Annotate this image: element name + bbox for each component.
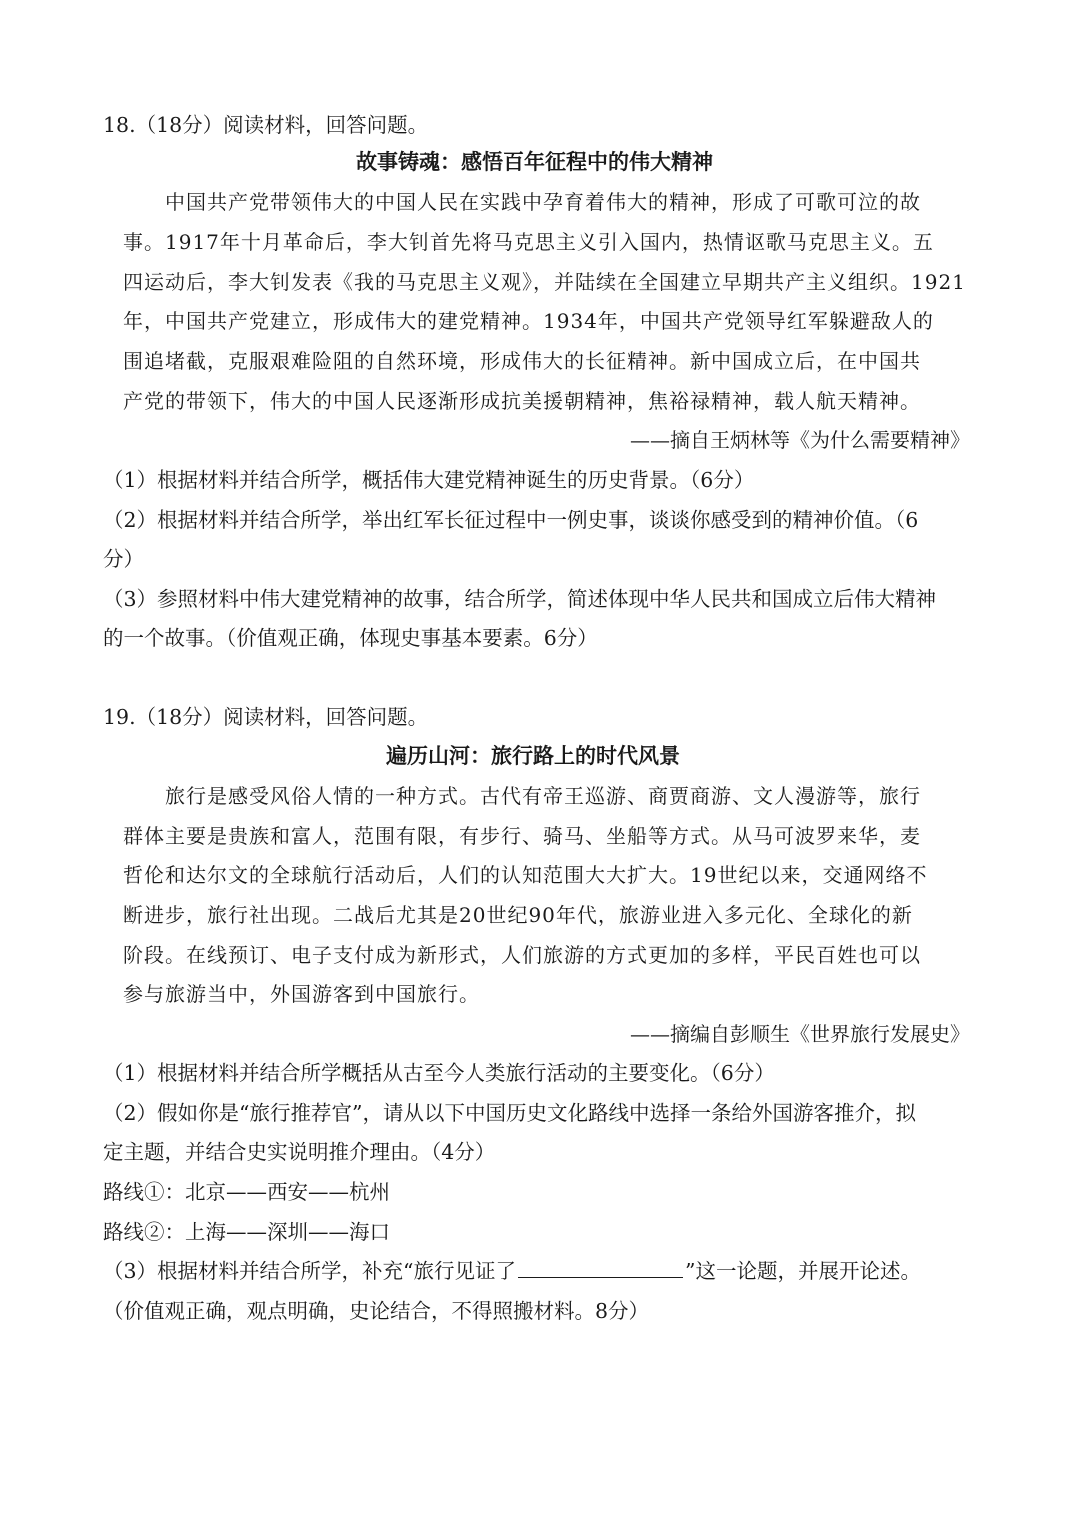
q19-material-line: 哲伦和达尔文的全球航行活动后，人们的认知范围大大扩大。19世纪以来，交通网络不 [123,863,928,887]
q19-material-line: 参与旅游当中，外国游客到中国旅行。 [123,982,480,1006]
q19-material-line: 阶段。在线预订、电子支付成为新形式，人们旅游的方式更加的多样，平民百姓也可以 [123,943,921,967]
q19-source: ——摘编自彭顺生《世界旅行发展史》 [630,1022,970,1046]
q18-material-line: 产党的带领下，伟大的中国人民逐渐形成抗美援朝精神，焦裕禄精神，载人航天精神。 [123,389,921,413]
q19-question-1: （1）根据材料并结合所学概括从古至今人类旅行活动的主要变化。（6分） [103,1061,775,1085]
q18-question-2: （2）根据材料并结合所学，举出红军长征过程中一例史事，谈谈你感受到的精神价值。（6 [103,508,919,532]
answer-blank[interactable] [518,1257,683,1278]
q18-question-2-cont: 分） [103,547,144,571]
q19-question-2-cont: 定主题，并结合史实说明推介理由。（4分） [103,1140,496,1164]
q18-material-line: 事。1917年十月革命后，李大钊首先将马克思主义引入国内，热情讴歌马克思主义。五 [123,230,934,254]
q18-question-1: （1）根据材料并结合所学，概括伟大建党精神诞生的历史背景。（6分） [103,468,755,492]
q19-header: 19.（18分）阅读材料，回答问题。 [103,705,429,729]
q19-question-3-cont: （价值观正确，观点明确，史论结合，不得照搬材料。8分） [103,1299,650,1323]
q18-title: 故事铸魂：感悟百年征程中的伟大精神 [356,150,713,174]
q19-question-3-before: （3）根据材料并结合所学，补充“旅行见证了 [103,1259,517,1283]
q19-material-line: 旅行是感受风俗人情的一种方式。古代有帝王巡游、商贾商游、文人漫游等，旅行 [165,784,921,808]
q19-question-2: （2）假如你是“旅行推荐官”，请从以下中国历史文化路线中选择一条给外国游客推介，拟 [103,1101,917,1125]
q18-source: ——摘自王炳林等《为什么需要精神》 [630,428,970,452]
q18-question-3-cont: 的一个故事。（价值观正确，体现史事基本要素。6分） [103,626,598,650]
q19-material-line: 断进步，旅行社出现。二战后尤其是20世纪90年代，旅游业进入多元化、全球化的新 [123,903,913,927]
q19-material-line: 群体主要是贵族和富人，范围有限，有步行、骑马、坐船等方式。从马可波罗来华，麦 [123,824,921,848]
q19-question-3-after: ”这一论题，并展开论述。 [685,1259,922,1283]
q19-route-1: 路线①：北京——西安——杭州 [103,1180,390,1204]
q18-material-line: 四运动后，李大钊发表《我的马克思主义观》，并陆续在全国建立早期共产主义组织。1921 [123,270,966,294]
q19-route-2: 路线②：上海——深圳——海口 [103,1220,390,1244]
q18-material-line: 围追堵截，克服艰难险阻的自然环境，形成伟大的长征精神。新中国成立后，在中国共 [123,349,921,373]
q18-header: 18.（18分）阅读材料，回答问题。 [103,113,429,137]
q18-material-line: 中国共产党带领伟大的中国人民在实践中孕育着伟大的精神，形成了可歌可泣的故 [165,190,921,214]
q19-question-3 [103,1257,921,1285]
q19-title: 遍历山河：旅行路上的时代风景 [386,744,680,768]
q18-question-3: （3）参照材料中伟大建党精神的故事，结合所学，简述体现中华人民共和国成立后伟大精神 [103,587,937,611]
q18-material-line: 年，中国共产党建立，形成伟大的建党精神。1934年，中国共产党领导红军躲避敌人的 [123,309,934,333]
